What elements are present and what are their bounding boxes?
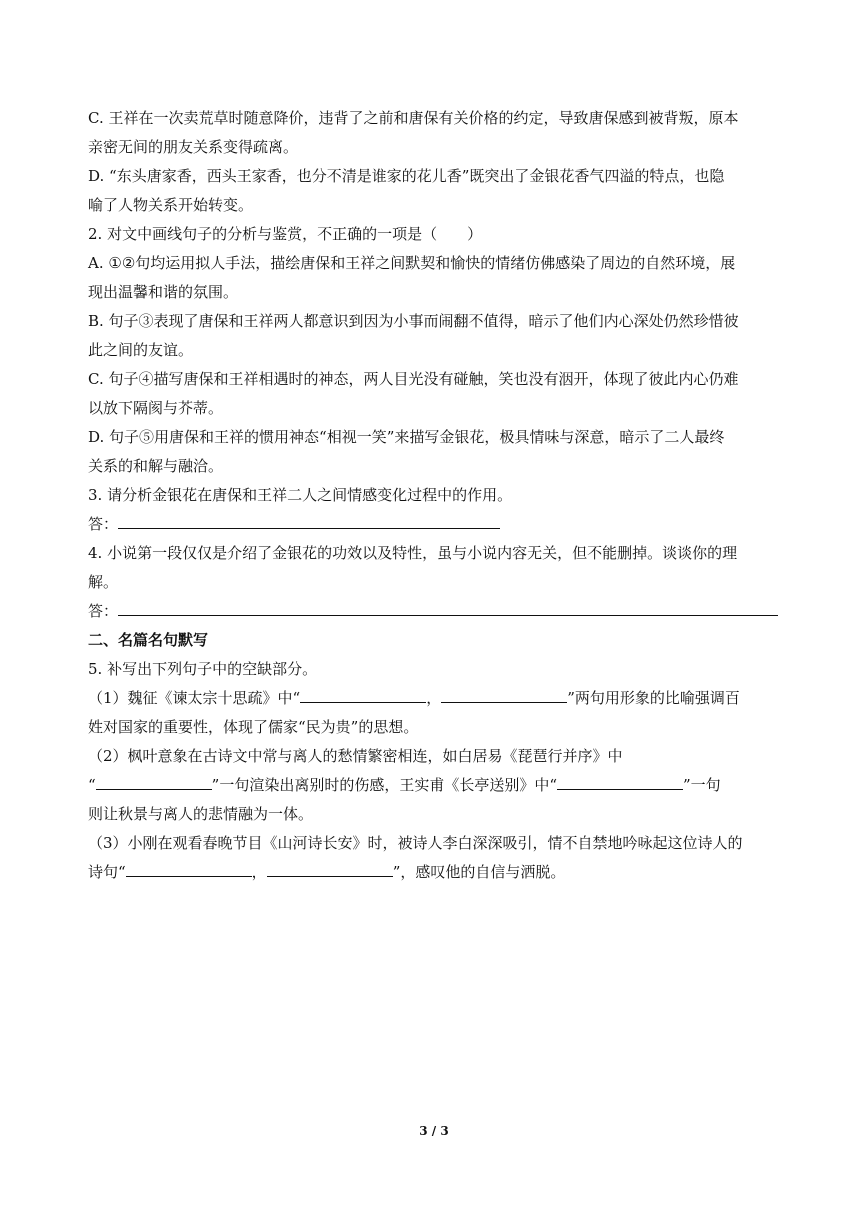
q4-answer-blank[interactable]	[118, 598, 778, 616]
q5-part2-line1: （2）枫叶意象在古诗文中常与离人的愁情繁密相连，如白居易《琵琶行并序》中	[88, 747, 623, 765]
q5-part3-separator: ，	[251, 863, 267, 881]
q4-stem-line2: 解。	[88, 573, 119, 591]
q5-part2-text-mid: ”一句渲染出离别时的伤感，王实甫《长亭送别》中“	[211, 776, 558, 794]
q1-option-c-line2: 亲密无间的朋友关系变得疏离。	[88, 138, 299, 156]
q1-option-c-line1: C. 王祥在一次卖荒草时随意降价，违背了之前和唐保有关价格的约定，导致唐保感到被背叛，原本	[88, 109, 739, 127]
q5-part3-blank-1[interactable]	[126, 859, 252, 877]
q4-answer-row	[88, 597, 782, 626]
q5-part2-line2	[88, 771, 782, 800]
q2-option-b-line1: B. 句子③表现了唐保和王祥两人都意识到因为小事而闹翻不值得，暗示了他们内心深处仍然珍惜彼	[88, 312, 739, 330]
q5-part3-blank-2[interactable]	[267, 859, 393, 877]
document-body	[88, 104, 782, 887]
q5-part3-line2	[88, 858, 782, 887]
q4-stem-line1: 4. 小说第一段仅仅是介绍了金银花的功效以及特性，虽与小说内容无关，但不能删掉。谈谈你的理	[88, 544, 738, 562]
q2-option-c-line1: C. 句子④描写唐保和王祥相遇时的神态，两人目光没有碰触，笑也没有洇开，体现了彼此内心仍难	[88, 370, 739, 388]
q5-part1-blank-1[interactable]	[300, 685, 426, 703]
section-heading: 二、名篇名句默写	[88, 631, 209, 649]
q2-stem: 2. 对文中画线句子的分析与鉴赏，不正确的一项是（ ）	[88, 225, 483, 243]
q5-part1-separator: ，	[426, 689, 442, 707]
q5-part3-text-a: 诗句“	[88, 863, 126, 881]
q3-answer-label: 答：	[88, 515, 119, 533]
q2-option-a-line2: 现出温馨和谐的氛围。	[88, 283, 239, 301]
q5-part1-line1	[88, 684, 782, 713]
q3-stem: 3. 请分析金银花在唐保和王祥二人之间情感变化过程中的作用。	[88, 486, 513, 504]
q1-option-d-line1: D. “东头唐家香，西头王家香，也分不清是谁家的花儿香”既突出了金银花香气四溢的特点，也隐	[88, 167, 725, 185]
q5-part2-blank-1[interactable]	[96, 772, 212, 790]
q5-stem: 5. 补写出下列句子中的空缺部分。	[88, 660, 318, 678]
q2-option-d-line1: D. 句子⑤用唐保和王祥的惯用神态“相视一笑”来描写金银花，极具情味与深意，暗示了二人最终	[88, 428, 725, 446]
q5-part1-line2: 姓对国家的重要性，体现了儒家“民为贵”的思想。	[88, 718, 419, 736]
q3-answer-blank[interactable]	[118, 511, 500, 529]
q4-answer-label: 答：	[88, 602, 119, 620]
q5-part2-open-quote: “	[88, 776, 96, 794]
q5-part1-text-b: ”两句用形象的比喻强调百	[567, 689, 740, 707]
q2-option-a-line1: A. ①②句均运用拟人手法，描绘唐保和王祥之间默契和愉快的情绪仿佛感染了周边的自然环境，展	[88, 254, 736, 272]
page-number: 3 / 3	[419, 1124, 449, 1138]
q5-part1-text-a: （1）魏征《谏太宗十思疏》中“	[88, 689, 301, 707]
q3-answer-row	[88, 510, 782, 539]
q1-option-d-line2: 喻了人物关系开始转变。	[88, 196, 254, 214]
q2-option-c-line2: 以放下隔阂与芥蒂。	[88, 399, 224, 417]
q5-part3-line1: （3）小刚在观看春晚节目《山河诗长安》时，被诗人李白深深吸引，情不自禁地吟咏起这位诗人的	[88, 834, 743, 852]
q5-part2-blank-2[interactable]	[557, 772, 683, 790]
q5-part3-text-b: ”，感叹他的自信与洒脱。	[392, 863, 566, 881]
q2-option-b-line2: 此之间的友谊。	[88, 341, 194, 359]
q2-option-d-line2: 关系的和解与融洽。	[88, 457, 224, 475]
q5-part1-blank-2[interactable]	[441, 685, 567, 703]
q5-part2-text-end: ”一句	[683, 776, 721, 794]
q5-part2-line3: 则让秋景与离人的悲情融为一体。	[88, 805, 314, 823]
